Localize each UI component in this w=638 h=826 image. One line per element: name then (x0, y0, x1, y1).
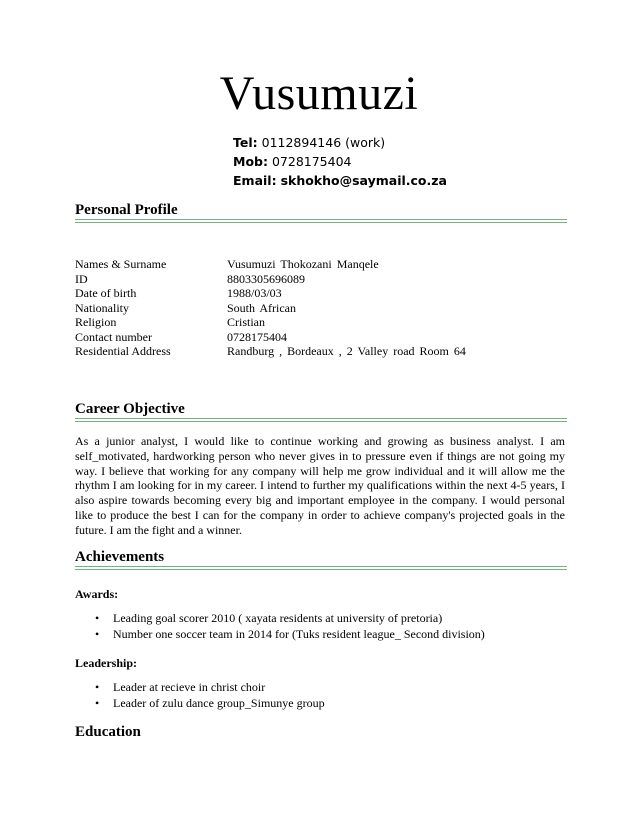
profile-key: Nationality (75, 300, 129, 315)
education-heading: Education (75, 724, 141, 740)
contact-block (233, 133, 447, 190)
profile-key: Contact number (75, 329, 152, 344)
leadership-text: Leader at recieve in christ choir (113, 680, 266, 694)
tel-label: Tel: (233, 135, 258, 150)
list-item (95, 610, 485, 626)
bullet-icon: • (95, 696, 100, 710)
tel-line (233, 133, 447, 152)
leadership-list (95, 679, 325, 711)
profile-row (75, 344, 466, 359)
profile-row (75, 257, 466, 272)
profile-value: 0728175404 (227, 329, 287, 344)
resume-name: Vusumuzi (219, 67, 419, 120)
profile-key: Religion (75, 315, 117, 329)
profile-value: Vusumuzi Thokozani Manqele (227, 257, 379, 271)
profile-value: Randburg , Bordeaux , 2 Valley road Room 64 (227, 344, 466, 358)
career-objective-text: As a junior analyst, I would like to continue working and growing as business analyst. I am self_motivated, hardworking person who never gives in to pressure even if things are not going my way. I believe that working for any company will help me grow individual and it will allow me the rhythm I am looking for in my career. I intend to further my qualifications within the next 4-5 years, I also aspire towards becoming every big and important employee in the company. I would personal like to produce the best I can for the company in order to achieve company's projected goals in the future. I am the fight and a winner. (75, 434, 565, 537)
email-value: skhokho@saymail.co.za (280, 173, 447, 188)
profile-value: Cristian (227, 315, 265, 329)
leadership-text: Leader of zulu dance group_Simunye group (113, 696, 325, 710)
mob-label: Mob: (233, 154, 268, 169)
profile-row (75, 315, 466, 330)
tel-value: 0112894146 (work) (261, 135, 386, 150)
profile-key: Date of birth (75, 286, 137, 300)
profile-row (75, 330, 466, 345)
award-text: Number one soccer team in 2014 for (Tuks resident league_ Second division) (113, 627, 485, 641)
list-item (95, 679, 325, 695)
profile-key: Residential Address (75, 344, 171, 358)
leadership-label: Leadership: (75, 656, 138, 670)
list-item (95, 695, 325, 711)
awards-list (95, 610, 485, 642)
profile-key: Names & Surname (75, 257, 167, 271)
bullet-icon: • (95, 611, 100, 625)
profile-key: ID (75, 271, 88, 286)
bullet-icon: • (95, 627, 100, 641)
personal-profile-heading: Personal Profile (75, 202, 178, 218)
profile-row (75, 272, 466, 287)
mob-line (233, 152, 447, 171)
awards-label: Awards: (75, 587, 119, 601)
bullet-icon: • (95, 680, 100, 694)
email-line (233, 171, 447, 190)
mob-value: 0728175404 (271, 154, 352, 169)
achievements-heading: Achievements (75, 549, 165, 565)
profile-value: South African (227, 300, 296, 315)
profile-table (75, 257, 466, 359)
award-text: Leading goal scorer 2010 ( xayata residents at university of pretoria) (113, 611, 443, 625)
profile-row (75, 286, 466, 301)
profile-row (75, 301, 466, 316)
profile-value: 1988/03/03 (227, 286, 282, 300)
list-item (95, 626, 485, 642)
career-objective-heading: Career Objective (75, 401, 185, 417)
email-label: Email: (233, 173, 277, 188)
profile-value: 8803305696089 (227, 271, 305, 286)
